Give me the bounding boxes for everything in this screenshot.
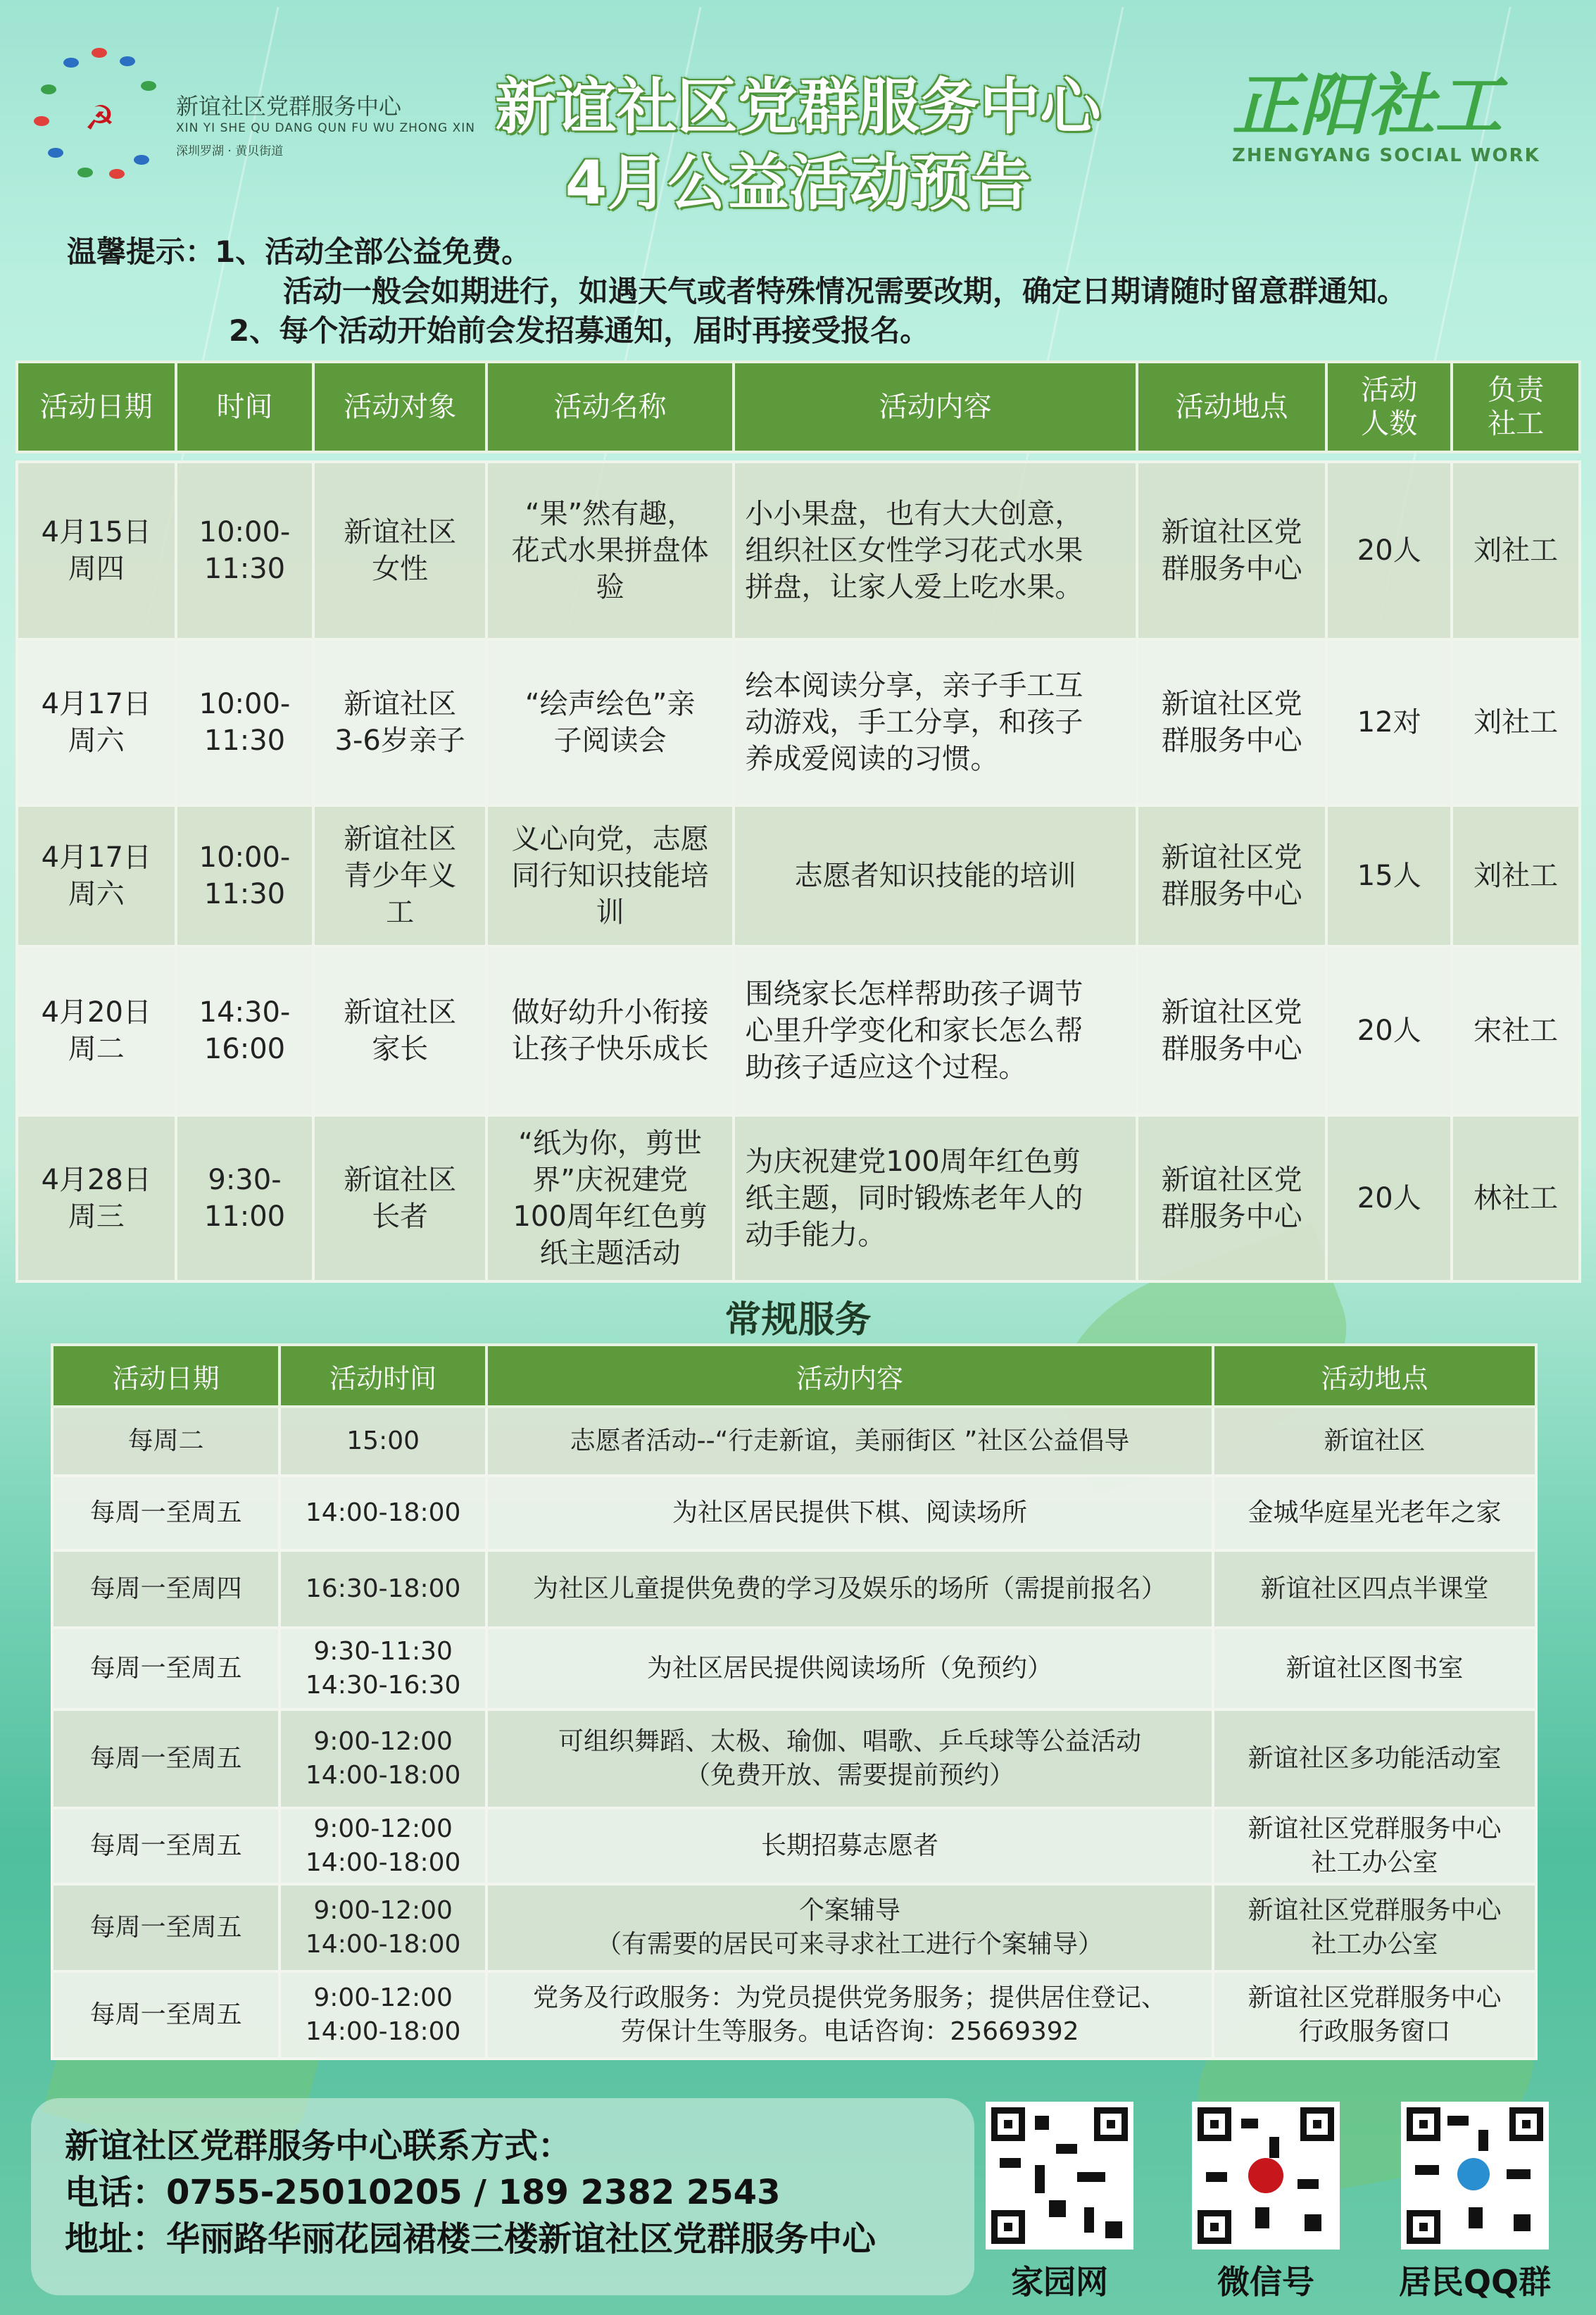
cell-name: “果”然有趣， 花式水果拼盘体 验 bbox=[486, 462, 734, 639]
cell-count: 12对 bbox=[1326, 639, 1452, 805]
tip-line-3: 2、每个活动开始前会发招募通知，届时再接受报名。 bbox=[229, 313, 930, 348]
col-header-date: 活动日期 bbox=[17, 362, 176, 452]
table-row bbox=[52, 1709, 1536, 1808]
cell-audience: 新谊社区 女性 bbox=[313, 462, 486, 639]
cell-date: 4月20日 周二 bbox=[17, 946, 176, 1115]
cell-day: 每周一至周五 bbox=[52, 1628, 279, 1709]
cell-location: 新谊社区党 群服务中心 bbox=[1137, 639, 1326, 805]
cell-day: 每周一至周五 bbox=[52, 1808, 279, 1884]
col-header-day: 活动日期 bbox=[52, 1345, 279, 1407]
activity-table bbox=[15, 360, 1581, 1283]
cell-worker: 刘社工 bbox=[1452, 639, 1580, 805]
cell-venue: 新谊社区 bbox=[1213, 1407, 1536, 1476]
cell-count: 20人 bbox=[1326, 462, 1452, 639]
cell-content: 为庆祝建党100周年红色剪 纸主题，同时锻炼老年人的 动手能力。 bbox=[734, 1115, 1137, 1281]
qr-code-icon bbox=[1401, 2102, 1549, 2250]
cell-content: 绘本阅读分享，亲子手工互 动游戏，手工分享，和孩子 养成爱阅读的习惯。 bbox=[734, 639, 1137, 805]
col-header-count-label: 活动人数 bbox=[1361, 374, 1418, 440]
cell-time: 10:00- 11:30 bbox=[176, 462, 314, 639]
tip-line-2: 活动一般会如期进行，如遇天气或者特殊情况需要改期，确定日期请随时留意群通知。 bbox=[283, 274, 1407, 308]
qr-label: 居民QQ群 bbox=[1398, 2263, 1552, 2301]
org-pinyin: XIN YI SHE QU DANG QUN FU WU ZHONG XIN bbox=[176, 121, 475, 135]
cell-time: 10:00- 11:30 bbox=[176, 639, 314, 805]
qr-label: 微信号 bbox=[1217, 2263, 1314, 2301]
cell-day: 每周一至周四 bbox=[52, 1550, 279, 1628]
table-row bbox=[52, 1550, 1536, 1628]
cell-day: 每周一至周五 bbox=[52, 1884, 279, 1971]
page-title: 新谊社区党群服务中心 bbox=[495, 72, 1101, 142]
cell-hours: 9:00-12:00 14:00-18:00 bbox=[279, 1808, 486, 1884]
cell-location: 新谊社区党 群服务中心 bbox=[1137, 1115, 1326, 1281]
cell-hours: 9:00-12:00 14:00-18:00 bbox=[279, 1971, 486, 2059]
cell-hours: 9:30-11:30 14:30-16:30 bbox=[279, 1628, 486, 1709]
contact-address: 地址：华丽路华丽花园裙楼三楼新谊社区党群服务中心 bbox=[65, 2219, 876, 2259]
cell-name: 义心向党，志愿 同行知识技能培 训 bbox=[486, 805, 734, 946]
cell-audience: 新谊社区 家长 bbox=[313, 946, 486, 1115]
cell-service: 志愿者活动--“行走新谊，美丽街区 ”社区公益倡导 bbox=[486, 1407, 1213, 1476]
cell-venue: 金城华庭星光老年之家 bbox=[1213, 1476, 1536, 1550]
col-header-worker-label: 负责社工 bbox=[1488, 374, 1545, 440]
cell-location: 新谊社区党 群服务中心 bbox=[1137, 462, 1326, 639]
cell-name: 做好幼升小衔接 让孩子快乐成长 bbox=[486, 946, 734, 1115]
table-row bbox=[52, 1476, 1536, 1550]
cell-date: 4月17日 周六 bbox=[17, 639, 176, 805]
col-header-count bbox=[1326, 362, 1452, 452]
table-row bbox=[52, 1407, 1536, 1476]
party-emblem-icon: ☭ bbox=[84, 99, 115, 138]
contact-info bbox=[65, 2123, 876, 2262]
cell-hours: 9:00-12:00 14:00-18:00 bbox=[279, 1709, 486, 1808]
cell-day: 每周二 bbox=[52, 1407, 279, 1476]
col-header-worker bbox=[1452, 362, 1580, 452]
col-header-audience: 活动对象 bbox=[313, 362, 486, 452]
qr-code-icon bbox=[1192, 2102, 1340, 2250]
cell-venue: 新谊社区图书室 bbox=[1213, 1628, 1536, 1709]
cell-venue: 新谊社区四点半课堂 bbox=[1213, 1550, 1536, 1628]
cell-service: 长期招募志愿者 bbox=[486, 1808, 1213, 1884]
org-name: 新谊社区党群服务中心 bbox=[176, 93, 402, 120]
cell-worker: 刘社工 bbox=[1452, 805, 1580, 946]
cell-worker: 刘社工 bbox=[1452, 462, 1580, 639]
cell-hours: 14:00-18:00 bbox=[279, 1476, 486, 1550]
cell-day: 每周一至周五 bbox=[52, 1476, 279, 1550]
regular-services-table bbox=[51, 1343, 1538, 2060]
qr-label: 家园网 bbox=[1011, 2263, 1108, 2301]
regular-table-header bbox=[52, 1345, 1536, 1407]
col-header-hours: 活动时间 bbox=[279, 1345, 486, 1407]
activity-table-header bbox=[17, 362, 1580, 452]
cell-time: 10:00- 11:30 bbox=[176, 805, 314, 946]
col-header-service: 活动内容 bbox=[486, 1345, 1213, 1407]
qr-code-icon bbox=[986, 2102, 1133, 2250]
table-row bbox=[17, 462, 1580, 639]
tip-line-1: 温馨提示：1、活动全部公益免费。 bbox=[67, 234, 532, 269]
table-row bbox=[52, 1971, 1536, 2059]
cell-venue: 新谊社区党群服务中心 行政服务窗口 bbox=[1213, 1971, 1536, 2059]
table-row bbox=[17, 805, 1580, 946]
cell-audience: 新谊社区 长者 bbox=[313, 1115, 486, 1281]
col-header-location: 活动地点 bbox=[1137, 362, 1326, 452]
cell-date: 4月15日 周四 bbox=[17, 462, 176, 639]
cell-service: 为社区儿童提供免费的学习及娱乐的场所（需提前报名） bbox=[486, 1550, 1213, 1628]
cell-date: 4月28日 周三 bbox=[17, 1115, 176, 1281]
cell-service: 为社区居民提供下棋、阅读场所 bbox=[486, 1476, 1213, 1550]
cell-worker: 林社工 bbox=[1452, 1115, 1580, 1281]
cell-hours: 15:00 bbox=[279, 1407, 486, 1476]
cell-worker: 宋社工 bbox=[1452, 946, 1580, 1115]
table-row bbox=[17, 639, 1580, 805]
col-header-time: 时间 bbox=[176, 362, 314, 452]
cell-content: 志愿者知识技能的培训 bbox=[734, 805, 1137, 946]
cell-count: 15人 bbox=[1326, 805, 1452, 946]
cell-count: 20人 bbox=[1326, 1115, 1452, 1281]
table-row bbox=[52, 1628, 1536, 1709]
cell-name: “绘声绘色”亲 子阅读会 bbox=[486, 639, 734, 805]
cell-location: 新谊社区党 群服务中心 bbox=[1137, 805, 1326, 946]
cell-venue: 新谊社区党群服务中心 社工办公室 bbox=[1213, 1808, 1536, 1884]
cell-date: 4月17日 周六 bbox=[17, 805, 176, 946]
cell-hours: 16:30-18:00 bbox=[279, 1550, 486, 1628]
col-header-content: 活动内容 bbox=[734, 362, 1137, 452]
partner-logo bbox=[1232, 66, 1542, 183]
page-subtitle: 4月公益活动预告 bbox=[565, 148, 1031, 218]
col-header-venue: 活动地点 bbox=[1213, 1345, 1536, 1407]
cell-day: 每周一至周五 bbox=[52, 1971, 279, 2059]
cell-venue: 新谊社区多功能活动室 bbox=[1213, 1709, 1536, 1808]
cell-name: “纸为你，剪世 界”庆祝建党 100周年红色剪 纸主题活动 bbox=[486, 1115, 734, 1281]
cell-content: 小小果盘，也有大大创意， 组织社区女性学习花式水果 拼盘，让家人爱上吃水果。 bbox=[734, 462, 1137, 639]
partner-logo-en: ZHENGYANG SOCIAL WORK bbox=[1232, 145, 1540, 166]
contact-phone: 电话：0755-25010205 / 189 2382 2543 bbox=[65, 2173, 781, 2212]
cell-content: 围绕家长怎样帮助孩子调节 心里升学变化和家长怎么帮 助孩子适应这个过程。 bbox=[734, 946, 1137, 1115]
cell-time: 9:30- 11:00 bbox=[176, 1115, 314, 1281]
cell-day: 每周一至周五 bbox=[52, 1709, 279, 1808]
table-row bbox=[52, 1884, 1536, 1971]
cell-hours: 9:00-12:00 14:00-18:00 bbox=[279, 1884, 486, 1971]
cell-location: 新谊社区党 群服务中心 bbox=[1137, 946, 1326, 1115]
table-row bbox=[17, 1115, 1580, 1281]
regular-services-title: 常规服务 bbox=[724, 1299, 872, 1341]
table-row bbox=[17, 946, 1580, 1115]
cell-audience: 新谊社区 3-6岁亲子 bbox=[313, 639, 486, 805]
cell-service: 党务及行政服务：为党员提供党务服务；提供居住登记、 劳保计生等服务。电话咨询：25669392 bbox=[486, 1971, 1213, 2059]
cell-time: 14:30- 16:00 bbox=[176, 946, 314, 1115]
cell-service: 个案辅导 （有需要的居民可来寻求社工进行个案辅导） bbox=[486, 1884, 1213, 1971]
cell-audience: 新谊社区 青少年义 工 bbox=[313, 805, 486, 946]
contact-heading: 新谊社区党群服务中心联系方式： bbox=[65, 2126, 572, 2166]
cell-service: 为社区居民提供阅读场所（免预约） bbox=[486, 1628, 1213, 1709]
org-location: 深圳罗湖 · 黄贝街道 bbox=[176, 144, 284, 158]
col-header-name: 活动名称 bbox=[486, 362, 734, 452]
cell-count: 20人 bbox=[1326, 946, 1452, 1115]
cell-venue: 新谊社区党群服务中心 社工办公室 bbox=[1213, 1884, 1536, 1971]
notice-tips bbox=[67, 232, 1407, 351]
partner-logo-cn: 正阳社工 bbox=[1232, 66, 1502, 145]
cell-service: 可组织舞蹈、太极、瑜伽、唱歌、乒乓球等公益活动 （免费开放、需要提前预约） bbox=[486, 1709, 1213, 1808]
table-row bbox=[52, 1808, 1536, 1884]
